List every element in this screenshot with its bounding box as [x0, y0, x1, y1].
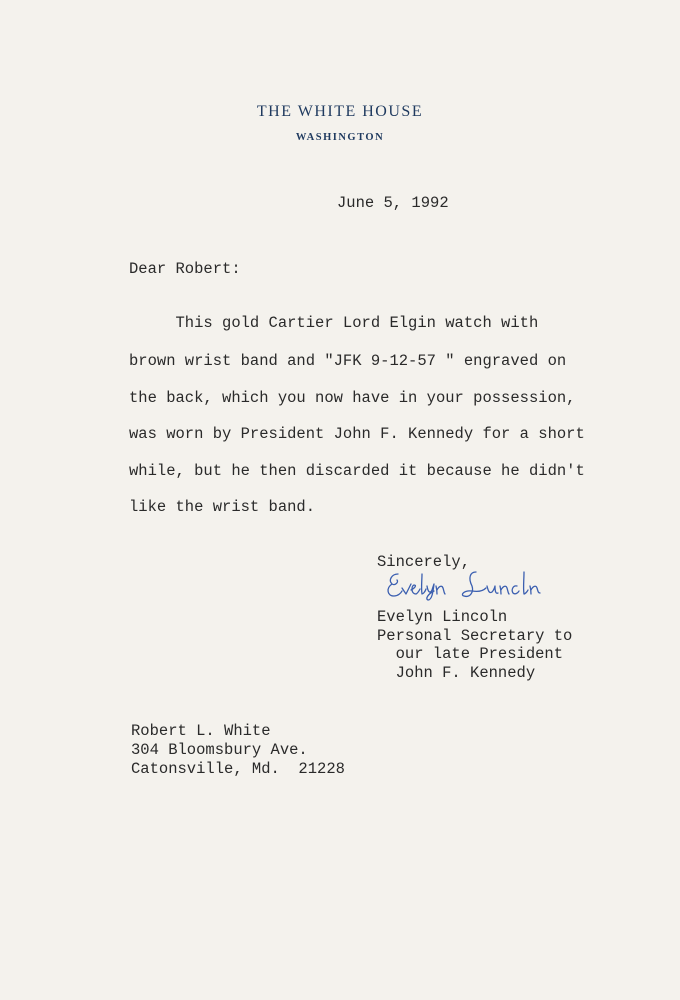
closing: Sincerely,: [377, 553, 471, 571]
letter-date: June 5, 1992: [337, 194, 449, 212]
handwritten-signature: [384, 566, 594, 602]
body-line: the back, which you now have in your possession,: [129, 389, 576, 407]
body-line: This gold Cartier Lord Elgin watch with: [129, 314, 539, 332]
body-line: like the wrist band.: [129, 498, 316, 516]
signer-title-line: Personal Secretary to: [377, 627, 573, 645]
signer-title-line: John F. Kennedy: [377, 664, 536, 682]
letterhead-title: THE WHITE HOUSE: [256, 103, 424, 120]
body-line: brown wrist band and "JFK 9-12-57 " engraved on: [129, 352, 567, 370]
salutation: Dear Robert:: [129, 260, 241, 278]
body-line: while, but he then discarded it because he didn't: [129, 462, 585, 480]
body-line: was worn by President John F. Kennedy for a short: [129, 425, 585, 443]
address-line: Robert L. White: [131, 722, 271, 740]
address-line: 304 Bloomsbury Ave.: [131, 741, 308, 759]
signer-title-line: our late President: [377, 645, 564, 663]
signer-name: Evelyn Lincoln: [377, 608, 508, 626]
letterhead-city: WASHINGTON: [295, 132, 385, 143]
address-line: Catonsville, Md. 21228: [131, 760, 345, 778]
